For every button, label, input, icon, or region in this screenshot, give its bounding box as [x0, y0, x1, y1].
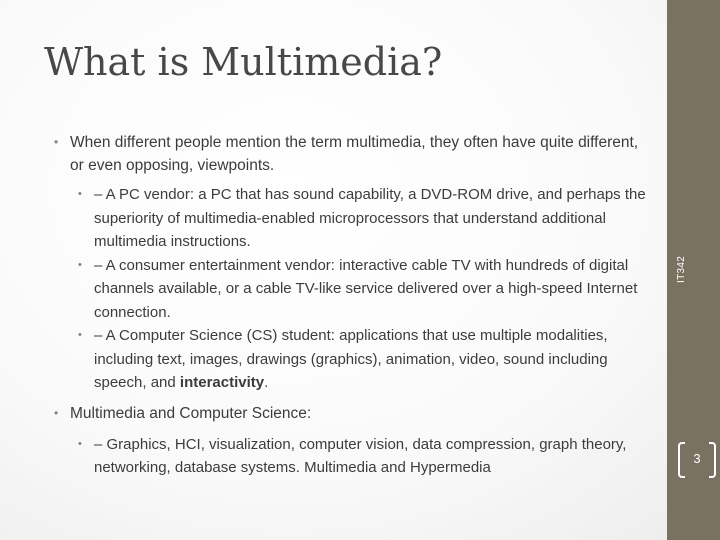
page-number-box	[678, 440, 716, 482]
sub-bullet-text: – A consumer entertainment vendor: interactive cable TV with hundreds of digital channels available, or a cable TV-like service delivered over a high-speed Internet connection.	[94, 256, 638, 321]
bullet-item	[54, 131, 654, 177]
sub-bullet-item	[54, 254, 654, 325]
sub-bullet-item	[54, 324, 654, 395]
bullet-icon: •	[78, 258, 82, 271]
bullet-text: Multimedia and Computer Science:	[70, 404, 312, 422]
course-label: IT342	[676, 255, 687, 283]
slide-body	[54, 131, 654, 480]
bullet-icon: •	[54, 405, 59, 420]
sub-bullet-text: – A Computer Science (CS) student: applications that use multiple modalities, including text, images, drawings (graphics), animation, video, sound including speech, and	[94, 327, 608, 391]
bullet-item	[54, 402, 654, 425]
slide-title: What is Multimedia?	[44, 40, 443, 84]
bullet-icon: •	[78, 188, 82, 200]
sub-bullet-text: – A PC vendor: a PC that has sound capability, a DVD-ROM drive, and perhaps the superiority of multimedia-enabled microprocessors that understand additional multimedia instructions.	[94, 186, 646, 250]
bullet-icon: •	[78, 329, 82, 341]
bullet-text: When different people mention the term multimedia, they often have quite different, or even opposing, viewpoints.	[70, 134, 639, 174]
bullet-icon: •	[54, 135, 59, 149]
sub-bullet-text: – Graphics, HCI, visualization, computer vision, data compression, graph theory, networking, database systems. Multimedia and Hypermedia	[94, 435, 627, 476]
emphasis-text: interactivity	[179, 374, 265, 391]
page-number: 3	[693, 451, 701, 466]
sub-bullet-item	[54, 433, 654, 480]
sub-bullet-text-end: .	[264, 374, 269, 391]
sub-bullet-item	[54, 183, 654, 254]
bullet-icon: •	[78, 437, 82, 450]
